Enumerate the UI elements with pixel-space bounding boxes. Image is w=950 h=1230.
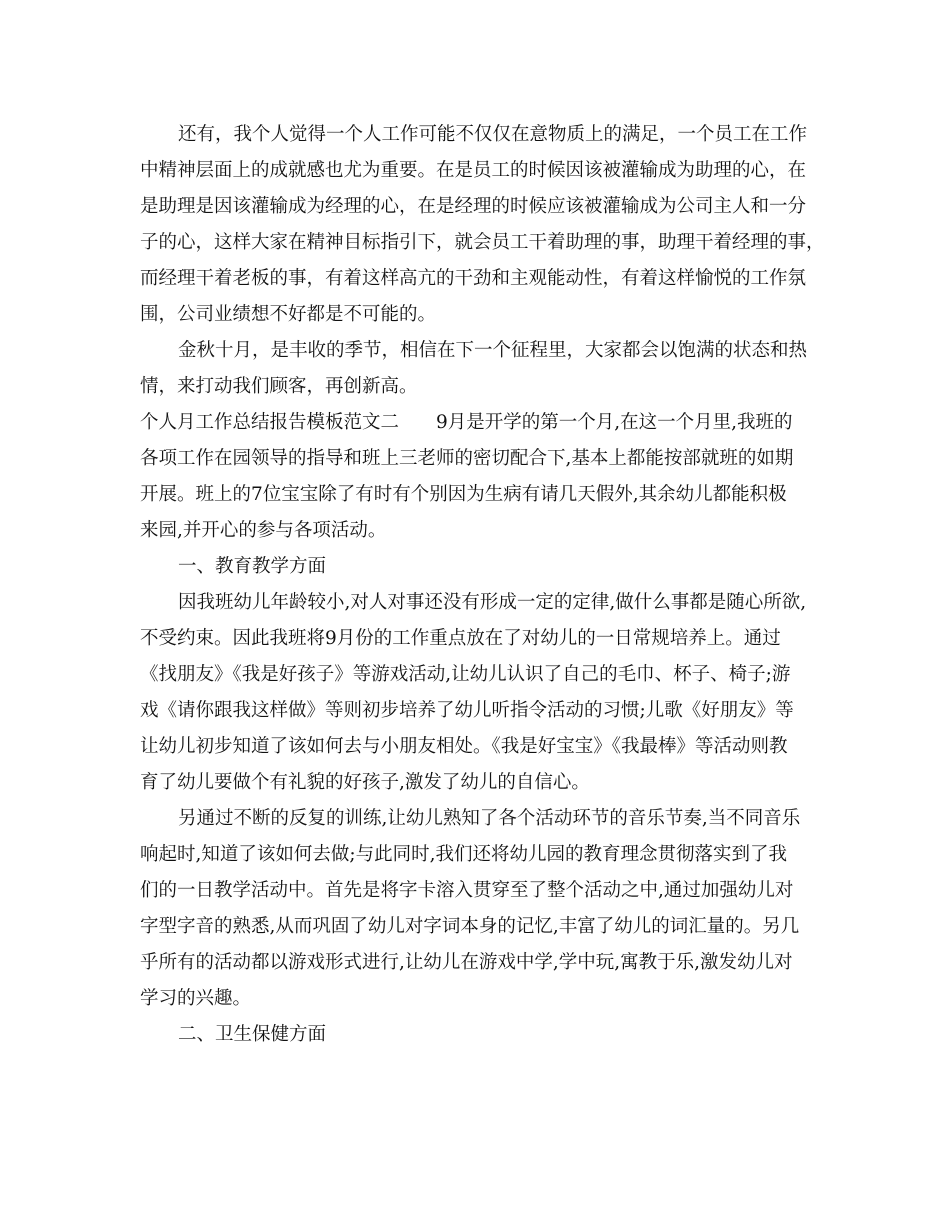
text-line: 情，来打动我们顾客，再创新高。: [140, 376, 418, 397]
text-line: 《找朋友》《我是好孩子》等游戏活动,让幼儿认识了自己的毛巾、杯子、椅子;游: [140, 664, 791, 685]
text-line: 响起时,知道了该如何去做;与此同时,我们还将幼儿园的教育理念贯彻落实到了我: [140, 844, 787, 865]
text-line: 们的一日教学活动中。首先是将字卡溶入贯穿至了整个活动之中,通过加强幼儿对: [140, 880, 794, 901]
text-line: 各项工作在园领导的指导和班上三老师的密切配合下,基本上都能按部就班的如期: [140, 448, 794, 469]
text-line: 另通过不断的反复的训练,让幼儿熟知了各个活动环节的音乐节奏,当不同音乐: [178, 808, 801, 829]
text-line: 戏《请你跟我这样做》等则初步培养了幼儿听指令活动的习惯;儿歌《好朋友》等: [140, 700, 794, 721]
text-line: 子的心，这样大家在精神目标指引下，就会员工干着助理的事，助理干着经理的事，: [140, 232, 825, 253]
text-line: 学习的兴趣。: [140, 988, 252, 1009]
text-line: 金秋十月，是丰收的季节，相信在下一个征程里，大家都会以饱满的状态和热: [178, 340, 808, 361]
text-line: 育了幼儿要做个有礼貌的好孩子,激发了幼儿的自信心。: [140, 772, 590, 793]
text-line: 是助理是因该灌输成为经理的心，在是经理的时候应该被灌输成为公司主人和一分: [140, 196, 807, 217]
text-line: 不受约束。因此我班将9月份的工作重点放在了对幼儿的一日常规培养上。通过: [140, 628, 781, 649]
text-line: 而经理干着老板的事，有着这样高亢的干劲和主观能动性，有着这样愉悦的工作氛: [140, 268, 807, 289]
text-line: 来园,并开心的参与各项活动。: [140, 520, 387, 541]
text-line: 围，公司业绩想不好都是不可能的。: [140, 304, 437, 325]
subheading: 二、卫生保健方面: [178, 1024, 327, 1045]
section-heading-line: 个人月工作总结报告模板范文二 9月是开学的第一个月,在这一个月里,我班的: [140, 412, 793, 433]
text-line: 字型字音的熟悉,从而巩固了幼儿对字词本身的记忆,丰富了幼儿的词汇量的。另几: [140, 916, 800, 937]
text-line: 开展。班上的7位宝宝除了有时有个别因为生病有请几天假外,其余幼儿都能积极: [140, 484, 787, 505]
text-line: 中精神层面上的成就感也尤为重要。在是员工的时候因该被灌输成为助理的心，在: [140, 160, 807, 181]
subheading: 一、教育教学方面: [178, 556, 327, 577]
text-line: 让幼儿初步知道了该如何去与小朋友相处。《我是好宝宝》《我最棒》等活动则教: [140, 736, 788, 757]
text-line: 乎所有的活动都以游戏形式进行,让幼儿在游戏中学,学中玩,寓教于乐,激发幼儿对: [140, 952, 793, 973]
text-line: 还有，我个人觉得一个人工作可能不仅仅在意物质上的满足，一个员工在工作: [178, 124, 808, 145]
text-line: 因我班幼儿年龄较小,对人对事还没有形成一定的定律,做什么事都是随心所欲,: [178, 592, 807, 613]
